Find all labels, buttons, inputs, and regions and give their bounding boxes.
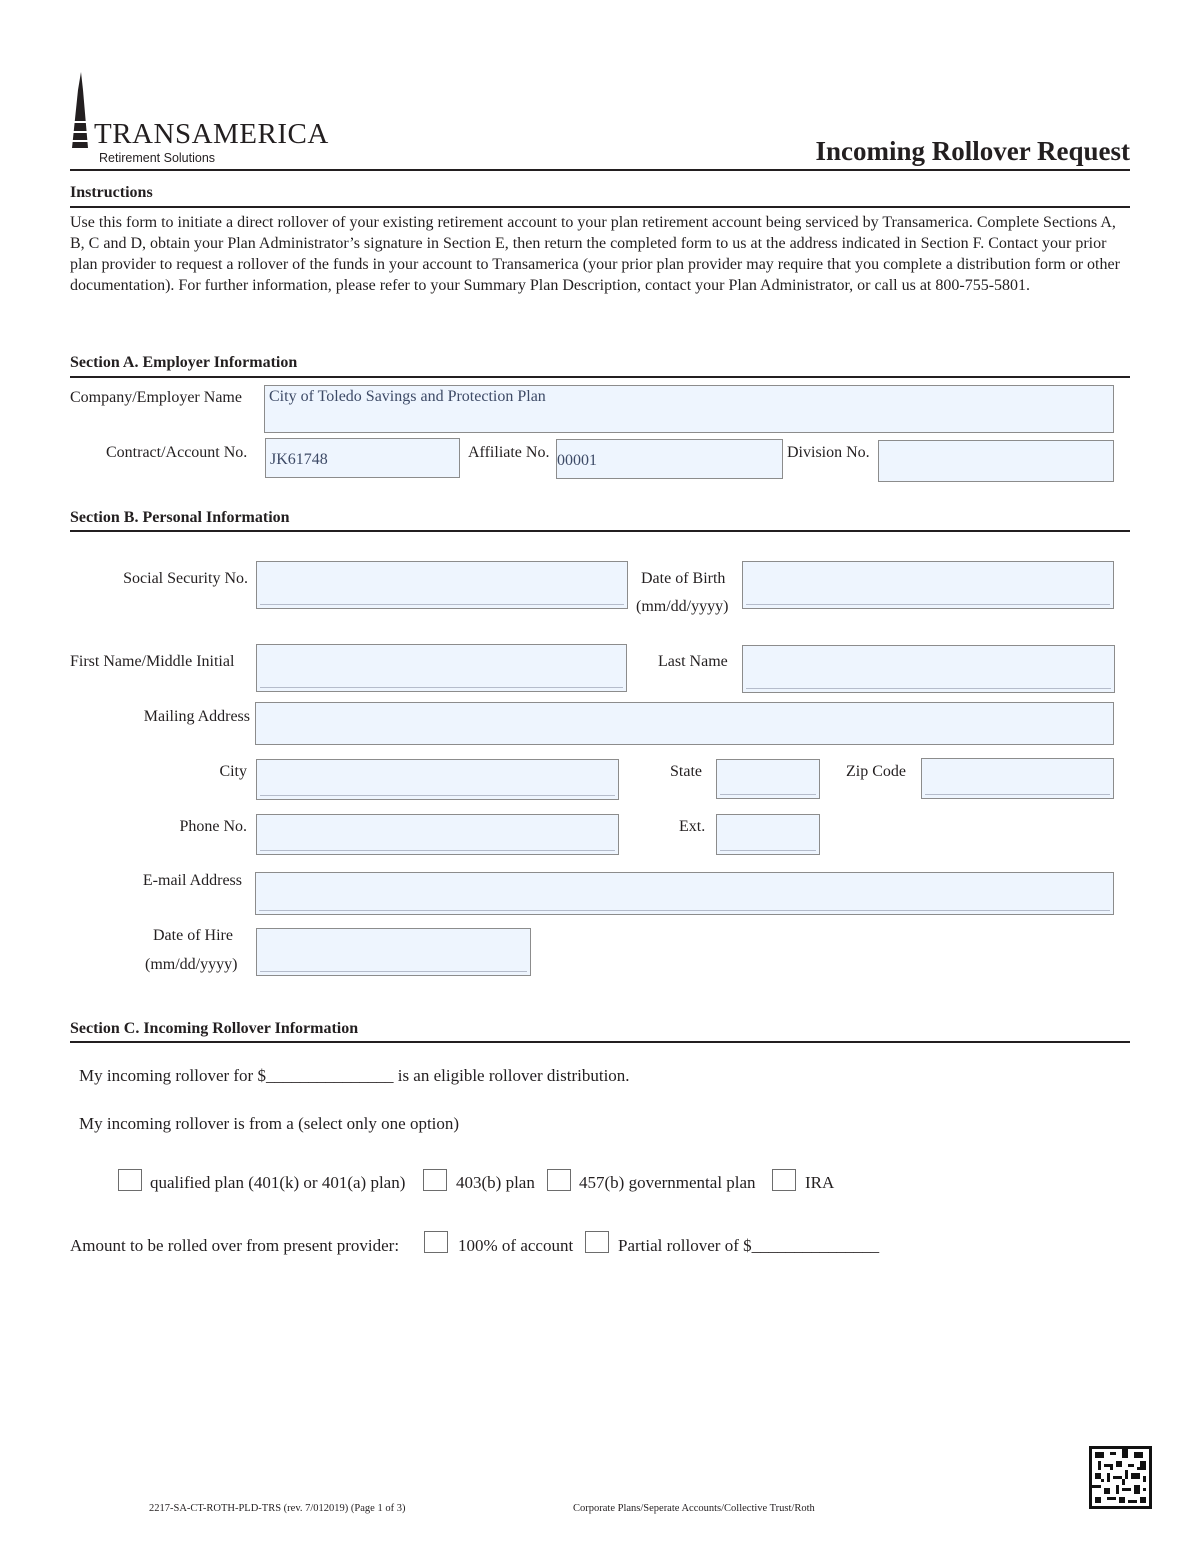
dob-format-label: (mm/dd/yyyy) (636, 598, 729, 615)
dob-label: Date of Birth (641, 570, 726, 587)
affiliate-field[interactable] (556, 439, 783, 479)
state-label: State (670, 763, 702, 780)
457b-plan-checkbox[interactable] (547, 1169, 571, 1191)
457b-plan-label: 457(b) governmental plan (579, 1173, 756, 1192)
phone-field[interactable] (256, 814, 619, 855)
mailing-address-field[interactable] (255, 702, 1114, 745)
ira-label: IRA (805, 1173, 835, 1192)
amount-rolled-label: Amount to be rolled over from present provider: (70, 1236, 400, 1255)
state-field[interactable] (716, 759, 820, 799)
pyramid-icon (68, 72, 94, 150)
rollover-from-text: My incoming rollover is from a (select only one option) (79, 1114, 460, 1133)
ext-label: Ext. (679, 818, 706, 835)
contract-account-field[interactable] (265, 438, 460, 478)
email-field[interactable] (255, 872, 1114, 915)
page-title: Incoming Rollover Request (815, 136, 1130, 166)
transamerica-logo (68, 72, 329, 168)
section-c-heading: Section C. Incoming Rollover Information (70, 1020, 359, 1037)
section-a-heading: Section A. Employer Information (70, 354, 298, 371)
ext-field[interactable] (716, 814, 820, 855)
email-label: E-mail Address (142, 872, 242, 889)
city-label: City (219, 763, 247, 780)
ssn-field[interactable] (256, 561, 628, 609)
qualified-plan-label: qualified plan (401(k) or 401(a) plan) (150, 1173, 406, 1192)
company-label: Company/Employer Name (70, 389, 242, 406)
partial-rollover-label: Partial rollover of $_______________ (618, 1236, 880, 1255)
instructions-heading: Instructions (70, 184, 153, 201)
company-name-value: City of Toledo Savings and Protection Plan (269, 388, 546, 405)
barcode-icon (1089, 1446, 1152, 1509)
first-name-label: First Name/Middle Initial (70, 653, 235, 670)
instructions-body: Use this form to initiate a direct rollover of your existing retirement account to your plan retirement account being serviced by Transamerica. Complete Sections A, B, C and D, obtain your Plan Administrator’s signature in Section E, then return the completed form to us at the address indicated in Section F. Contact your prior plan provider to request a rollover of the funds in your account to Transamerica (your prior plan provider may require that you complete a distribution form or other documentation). For further information, please refer to your Summary Plan Description, contact your Plan Administrator, or call us at 800-755-5801. (70, 214, 1120, 294)
plan-types: Corporate Plans/Seperate Accounts/Collective Trust/Roth (573, 1503, 815, 1514)
form-code: 2217-SA-CT-ROTH-PLD-TRS (rev. 7/012019) (Page 1 of 3) (149, 1503, 406, 1514)
section-c-rule (70, 1041, 1130, 1043)
rollover-amount-text: My incoming rollover for $_______________ is an eligible rollover distribution. (79, 1066, 630, 1085)
403b-plan-checkbox[interactable] (423, 1169, 447, 1191)
ssn-label: Social Security No. (123, 570, 248, 587)
division-field[interactable] (878, 440, 1114, 482)
contract-account-value: JK61748 (270, 451, 328, 468)
brand-subtitle: Retirement Solutions (99, 151, 216, 165)
full-account-label: 100% of account (458, 1236, 574, 1255)
hire-date-label: Date of Hire (153, 927, 233, 944)
last-name-label: Last Name (658, 653, 728, 670)
section-b-heading: Section B. Personal Information (70, 509, 290, 526)
division-label: Division No. (787, 444, 870, 461)
hire-date-format-label: (mm/dd/yyyy) (145, 956, 238, 973)
mailing-address-label: Mailing Address (143, 708, 250, 725)
company-name-field[interactable] (264, 385, 1114, 433)
section-b-rule (70, 530, 1130, 532)
contract-label: Contract/Account No. (106, 444, 248, 461)
qualified-plan-checkbox[interactable] (118, 1169, 142, 1191)
ira-checkbox[interactable] (772, 1169, 796, 1191)
partial-rollover-checkbox[interactable] (585, 1231, 609, 1253)
dob-field[interactable] (742, 561, 1114, 609)
first-name-field[interactable] (256, 644, 627, 692)
phone-label: Phone No. (179, 818, 247, 835)
title-rule (70, 169, 1130, 171)
hire-date-field[interactable] (256, 928, 531, 976)
section-a-rule (70, 376, 1130, 378)
last-name-field[interactable] (742, 645, 1115, 693)
brand-name: TRANSAMERICA (94, 118, 329, 150)
affiliate-label: Affiliate No. (468, 444, 550, 461)
403b-plan-label: 403(b) plan (456, 1173, 535, 1192)
city-field[interactable] (256, 759, 619, 800)
full-account-checkbox[interactable] (424, 1231, 448, 1253)
zip-code-field[interactable] (921, 758, 1114, 799)
zip-label: Zip Code (846, 763, 906, 780)
instructions-rule (70, 206, 1130, 208)
affiliate-value: 00001 (557, 452, 597, 469)
